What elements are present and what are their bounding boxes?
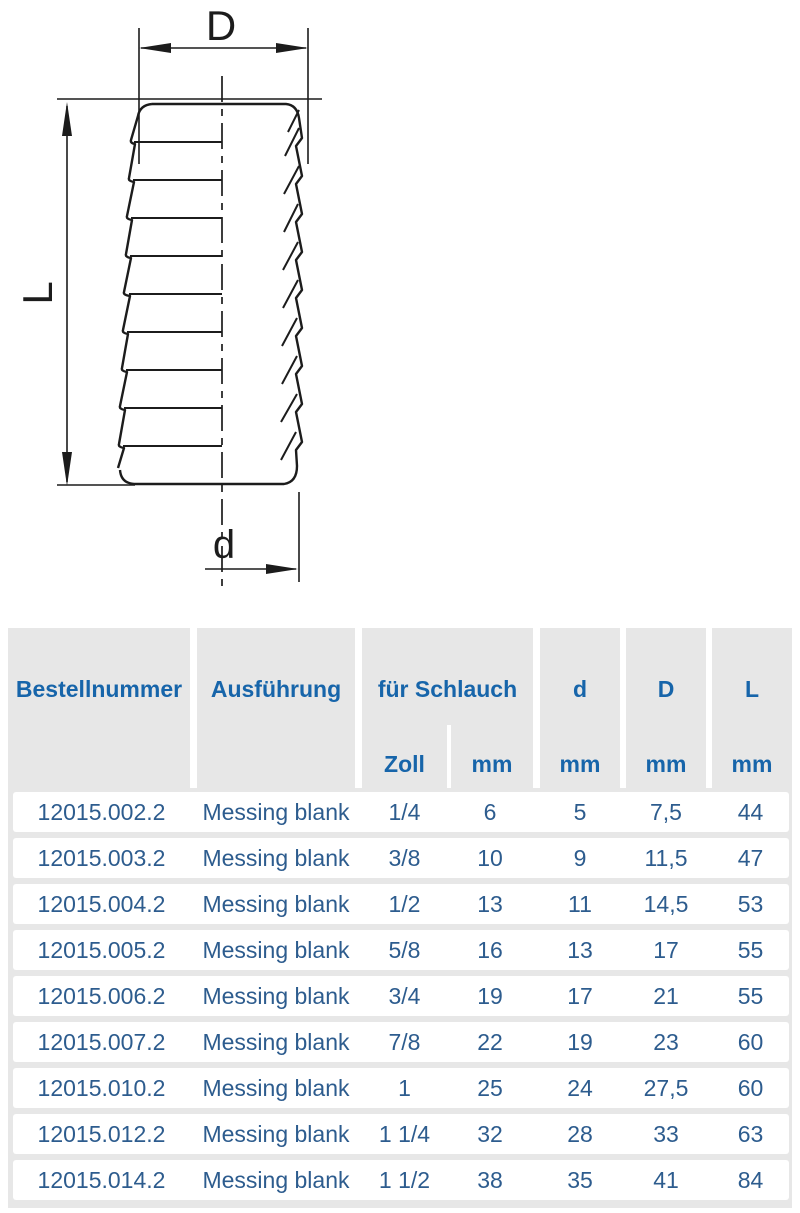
cell-L-mm: 60 <box>737 1074 764 1101</box>
cell-L-mm: 60 <box>737 1028 764 1055</box>
table-row <box>13 1068 789 1108</box>
arrowhead-up <box>62 102 72 136</box>
header-unit: mm <box>645 751 687 777</box>
cell-D-mm: 27,5 <box>643 1074 689 1101</box>
cell-L-mm: 53 <box>737 890 764 917</box>
cell-zoll: 1 <box>398 1074 411 1101</box>
cell-bestellnummer: 12015.012.2 <box>37 1120 166 1147</box>
cell-zoll: 3/8 <box>388 844 421 871</box>
cell-zoll: 1/4 <box>388 798 421 825</box>
cell-D-mm: 14,5 <box>643 890 689 917</box>
barb-hatch-lines <box>281 110 299 460</box>
cell-schlauch-mm: 25 <box>477 1074 503 1101</box>
cell-ausfuehrung: Messing blank <box>202 1028 350 1055</box>
table-row <box>13 1160 789 1200</box>
cell-bestellnummer: 12015.006.2 <box>37 982 166 1009</box>
dimension-L <box>57 99 322 486</box>
cell-D-mm: 7,5 <box>650 798 682 825</box>
table-row <box>13 792 789 832</box>
cell-zoll: 1 1/2 <box>378 1166 431 1193</box>
header-label: d <box>572 676 588 702</box>
subheader-mm: mm <box>471 751 513 777</box>
cell-zoll: 7/8 <box>388 1028 421 1055</box>
cell-ausfuehrung: Messing blank <box>202 1166 350 1193</box>
cell-D-mm: 23 <box>653 1028 679 1055</box>
cell-ausfuehrung: Messing blank <box>202 844 350 871</box>
header-label: Bestellnummer <box>15 676 183 702</box>
cell-bestellnummer: 12015.010.2 <box>37 1074 166 1101</box>
header-cell-d <box>540 628 620 788</box>
cell-zoll: 1 1/4 <box>378 1120 431 1147</box>
dimension-label-d: d <box>212 523 236 567</box>
cell-zoll: 3/4 <box>388 982 421 1009</box>
cell-L-mm: 63 <box>737 1120 764 1147</box>
cell-ausfuehrung: Messing blank <box>202 798 350 825</box>
header-unit: mm <box>559 751 601 777</box>
cell-bestellnummer: 12015.004.2 <box>37 890 166 917</box>
table-row <box>13 1022 789 1062</box>
cell-D-mm: 17 <box>653 936 679 963</box>
dimension-label-L: L <box>14 281 61 305</box>
cell-d-mm: 28 <box>567 1120 593 1147</box>
cell-schlauch-mm: 22 <box>477 1028 503 1055</box>
cell-d-mm: 9 <box>573 844 587 871</box>
cell-ausfuehrung: Messing blank <box>202 936 350 963</box>
table-row <box>13 1114 789 1154</box>
cell-D-mm: 21 <box>653 982 679 1009</box>
cell-d-mm: 5 <box>573 798 587 825</box>
body-outline-left <box>118 104 152 468</box>
dimension-label-D: D <box>205 2 237 49</box>
cell-ausfuehrung: Messing blank <box>202 982 350 1009</box>
cell-d-mm: 35 <box>567 1166 593 1193</box>
spec-table <box>0 628 800 1208</box>
header-label: Ausführung <box>210 676 342 702</box>
cell-schlauch-mm: 6 <box>483 798 497 825</box>
header-cell-bestellnummer <box>8 628 190 788</box>
table-header <box>8 628 792 788</box>
cell-schlauch-mm: 38 <box>477 1166 503 1193</box>
table-row <box>13 976 789 1016</box>
arrowhead-right <box>266 564 298 574</box>
cell-bestellnummer: 12015.005.2 <box>37 936 166 963</box>
arrowhead-down <box>62 452 72 486</box>
cell-schlauch-mm: 32 <box>477 1120 503 1147</box>
table-row <box>13 930 789 970</box>
table-body <box>8 788 792 1208</box>
cell-schlauch-mm: 10 <box>477 844 503 871</box>
header-label: L <box>744 676 760 702</box>
cell-d-mm: 11 <box>568 890 592 917</box>
header-cell-fuer-schlauch <box>362 628 533 788</box>
cell-L-mm: 47 <box>737 844 764 871</box>
cell-D-mm: 11,5 <box>644 844 688 871</box>
header-unit: mm <box>731 751 773 777</box>
table-row <box>13 838 789 878</box>
cell-schlauch-mm: 13 <box>477 890 503 917</box>
arrowhead-right <box>276 43 308 53</box>
header-label: für Schlauch <box>377 676 518 702</box>
cell-d-mm: 13 <box>567 936 593 963</box>
cell-bestellnummer: 12015.014.2 <box>37 1166 166 1193</box>
barb-ridge-lines <box>123 142 222 446</box>
cell-D-mm: 33 <box>653 1120 679 1147</box>
header-label: D <box>657 676 675 702</box>
cell-D-mm: 41 <box>653 1166 679 1193</box>
cell-L-mm: 55 <box>737 982 764 1009</box>
header-cell-L <box>712 628 792 788</box>
cell-schlauch-mm: 19 <box>477 982 503 1009</box>
header-cell-ausfuehrung <box>197 628 355 788</box>
cell-L-mm: 55 <box>737 936 764 963</box>
cell-zoll: 5/8 <box>388 936 421 963</box>
table-row <box>13 884 789 924</box>
cell-d-mm: 19 <box>567 1028 593 1055</box>
cell-ausfuehrung: Messing blank <box>202 890 350 917</box>
subheader-zoll: Zoll <box>384 751 425 777</box>
cell-ausfuehrung: Messing blank <box>202 1074 350 1101</box>
cell-zoll: 1/2 <box>388 890 421 917</box>
header-cell-D <box>626 628 706 788</box>
cell-bestellnummer: 12015.002.2 <box>37 798 166 825</box>
cell-d-mm: 17 <box>567 982 593 1009</box>
cell-schlauch-mm: 16 <box>477 936 503 963</box>
cell-d-mm: 24 <box>567 1074 593 1101</box>
cell-bestellnummer: 12015.007.2 <box>37 1028 166 1055</box>
cell-bestellnummer: 12015.003.2 <box>37 844 166 871</box>
cell-L-mm: 44 <box>737 798 764 825</box>
cell-ausfuehrung: Messing blank <box>202 1120 350 1147</box>
arrowhead-left <box>139 43 171 53</box>
cell-L-mm: 84 <box>737 1166 764 1193</box>
